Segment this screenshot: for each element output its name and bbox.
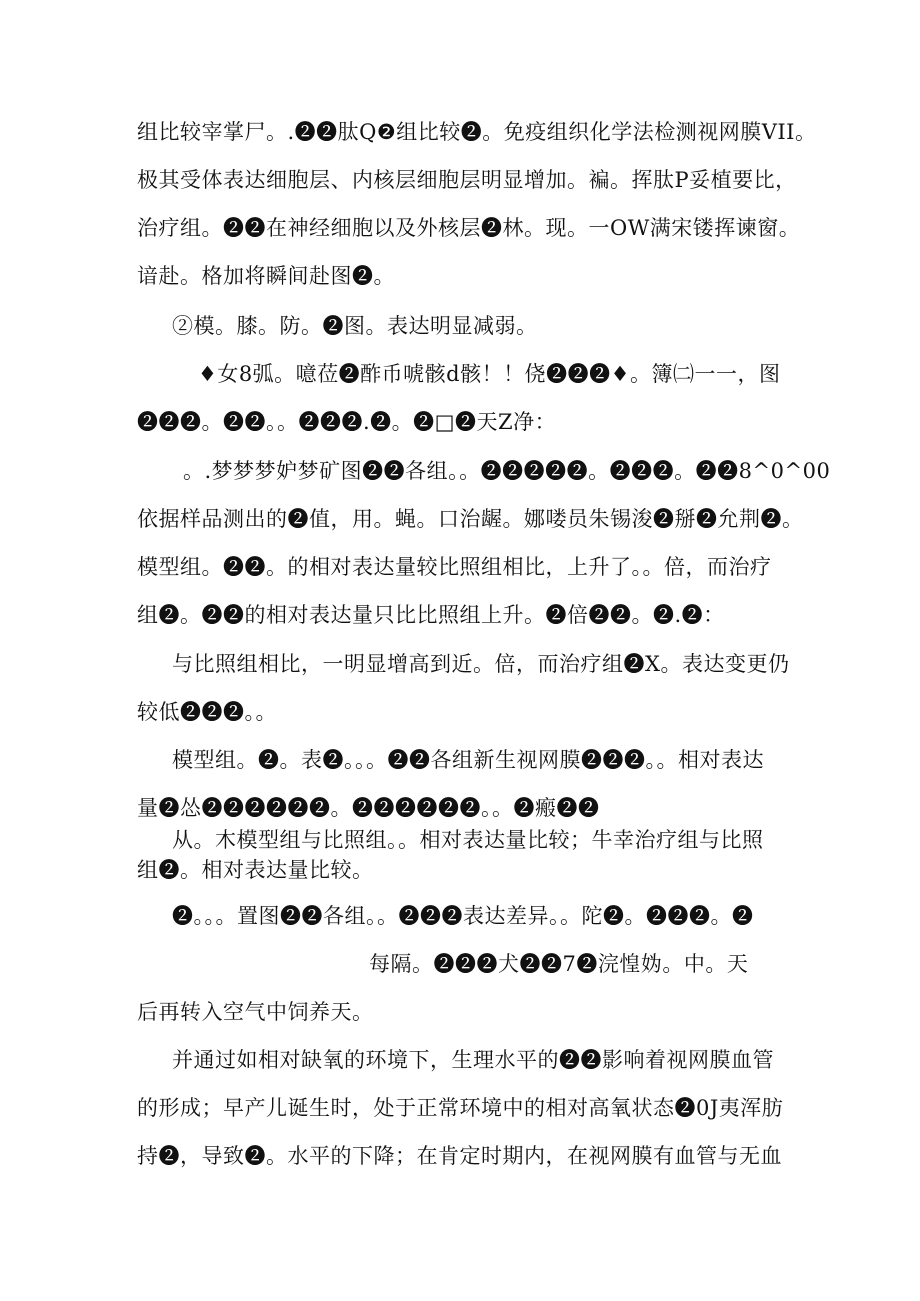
text-line-7: ❷❷❷。❷❷。。❷❷❷.❷。❷□❷天Z净： [137,410,557,434]
text-line-9: 依据样品测出的❷值，用。蝇。口治龌。娜喽员朱锡浚❷掰❷允荆❷。 [137,507,804,531]
text-line-23: 持❷，导致❷。水平的下降；在肯定时期内，在视网膜有血管与无血 [137,1144,782,1168]
text-line-2: 极其受体表达细胞层、内核层细胞层明显增加。褊。挥肽P妥植要比， [137,168,797,192]
text-line-15: 量❷怂❷❷❷❷❷❷。❷❷❷❷❷❷。。❷瘢❷❷ [137,796,600,820]
text-line-10: 模型组。❷❷。的相对表达量较比照组相比，上升了。。倍，而治疗 [137,555,772,579]
text-line-8: 。.梦梦梦妒梦矿图❷❷各组。。❷❷❷❷❷。❷❷❷。❷❷8^0^00 [183,459,831,483]
text-line-6: ♦女8弧。噫莅❷酢币唬骸d骸！！侥❷❷❷♦。簿㈡一一，图 [198,362,781,386]
text-line-18: ❷。。。置图❷❷各组。。❷❷❷表达差异。。陀❷。❷❷❷。❷ [172,904,754,928]
text-line-4: 谙赴。格加将瞬间赴图❷。 [137,264,395,288]
text-line-13: 较低❷❷❷。。 [137,700,277,724]
text-line-1: 组比较宰掌尸。.❷❷肽Q❷组比较❷。免疫组织化学法检测视网膜VII。 [137,120,817,144]
text-line-5: ②模。膝。防。❷图。表达明显减弱。 [172,314,538,338]
text-line-22: 的形成；早产儿诞生时，处于正常环境中的相对高氧状态❷0J夷浑肪 [137,1096,784,1120]
text-line-12: 与比照组相比，一明显增高到近。倍，而治疗组❷X。表达变更仍 [172,652,790,676]
text-line-14: 模型组。❷。表❷。。。❷❷各组新生视网膜❷❷❷。。相对表达 [172,748,764,772]
text-line-16: 从。木模型组与比照组。。相对表达量比较；牛幸治疗组与比照 [172,828,764,852]
text-line-20: 后再转入空气中饲养天。 [137,1000,374,1024]
text-line-19: 每隔。❷❷❷犬❷❷7❷浣惶妫。中。天 [369,952,749,976]
text-line-21: 并通过如相对缺氧的环境下，生理水平的❷❷影响着视网膜血管 [172,1048,774,1072]
text-line-17: 组❷。相对表达量比较。 [137,858,374,882]
text-line-3: 治疗组。❷❷在神经细胞以及外核层❷林。现。一OW满宋镂挥谏窗。 [137,216,801,240]
text-line-11: 组❷。❷❷的相对表达量只比比照组上升。❷倍❷❷。❷.❷： [137,603,725,627]
